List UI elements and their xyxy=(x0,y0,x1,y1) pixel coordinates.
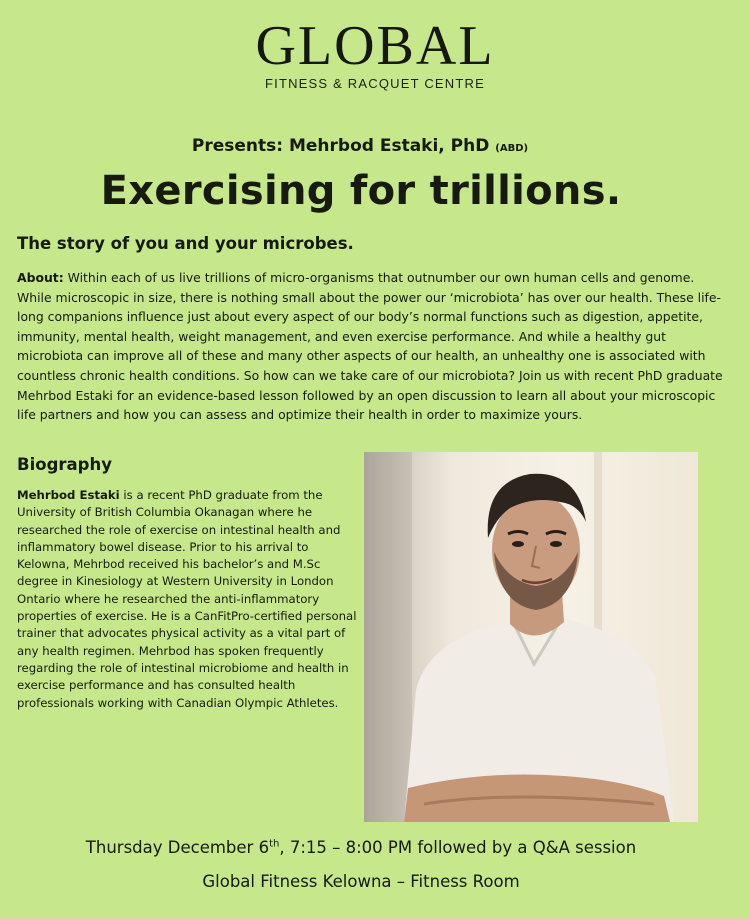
date-text-pre: Thursday December 6 xyxy=(85,838,270,857)
about-text: Within each of us live trillions of micro-organisms that outnumber our own human cells and genome. While microscopic in size, there is nothing small about the power our ‘microbiota’ has over our health. These life-long companions influence just about every aspect of our body’s normal functions such as digestion, appetite, immunity, mental health, weight management, and even exercise performance. And while a healthy gut microbiota can improve all of these and many other aspects of our health, an unhealthy one is associated with countless chronic health conditions. So how can we take care of our microbiota? Join us with recent PhD graduate Mehrbod Estaki for an evidence-based lesson followed by an open discussion to learn all about your microscopic life partners and how you can assess and optimize their health in order to maximize yours. xyxy=(17,270,723,423)
biography-heading: Biography xyxy=(17,455,112,474)
presenter-suffix: (ABD) xyxy=(495,143,529,154)
biography-name: Mehrbod Estaki xyxy=(17,488,120,502)
logo xyxy=(0,15,750,91)
biography-text: is a recent PhD graduate from the University of British Columbia Okanagan where he researched the role of exercise on intestinal health and inflammatory bowel disease. Prior to his arrival to Kelowna, Mehrbod received his bachelor’s and M.Sc degree in Kinesiology at Western University in London Ontario where he researched the anti-inflammatory properties of exercise. He is a CanFitPro-certified personal trainer that advocates physical activity as a vital part of any health regimen. Mehrbod has spoken frequently regarding the role of intestinal microbiome and health in exercise performance and has consulted health professionals working with Canadian Olympic Athletes. xyxy=(17,488,357,710)
about-paragraph xyxy=(17,268,729,425)
presenter-line xyxy=(0,136,720,156)
event-title: Exercising for trillions. xyxy=(100,168,622,214)
event-date-time xyxy=(0,838,722,857)
event-location: Global Fitness Kelowna – Fitness Room xyxy=(202,872,520,891)
logo-wordmark: GLOBAL xyxy=(255,15,495,77)
biography-paragraph xyxy=(17,487,357,712)
event-subtitle: The story of you and your microbes. xyxy=(17,234,354,253)
speaker-portrait-illustration xyxy=(364,452,698,822)
date-ordinal: th xyxy=(269,838,280,850)
presenter-text: Presents: Mehrbod Estaki, PhD xyxy=(191,136,490,156)
logo-tagline: FITNESS & RACQUET CENTRE xyxy=(265,76,485,91)
date-text-post: , 7:15 – 8:00 PM followed by a Q&A session xyxy=(279,838,637,857)
about-label: About: xyxy=(17,270,64,285)
speaker-photo xyxy=(364,452,698,822)
